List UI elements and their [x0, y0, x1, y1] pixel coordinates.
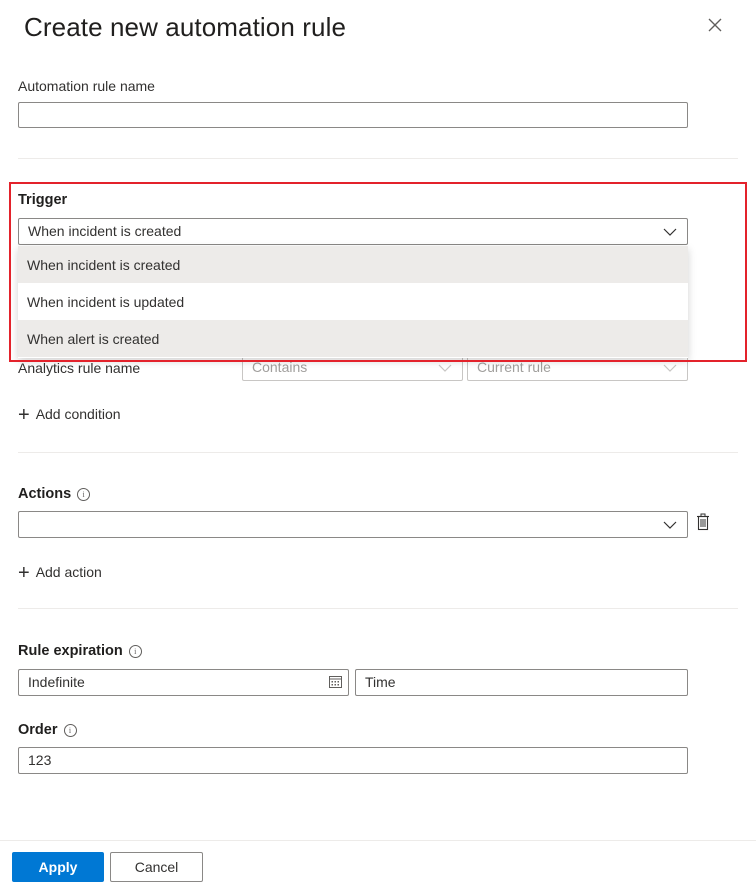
rule-expiration-label	[18, 643, 142, 659]
plus-icon: +	[18, 562, 30, 584]
divider	[18, 452, 738, 453]
trigger-option[interactable]: When incident is updated	[27, 294, 185, 310]
info-icon[interactable]: i	[129, 645, 142, 658]
order-label-text: Order	[18, 722, 58, 738]
rule-name-label: Automation rule name	[18, 78, 155, 94]
plus-icon: +	[18, 404, 30, 426]
highlight-annotation-box	[9, 182, 747, 362]
order-input[interactable]: 123	[18, 747, 688, 774]
delete-icon[interactable]	[695, 513, 711, 531]
condition-field-label: Analytics rule name	[18, 360, 141, 376]
rule-name-input[interactable]	[18, 102, 688, 128]
panel-title: Create new automation rule	[24, 12, 347, 42]
order-label	[18, 722, 77, 738]
expiration-time-placeholder: Time	[365, 674, 396, 690]
condition-operator-value: Contains	[252, 359, 308, 375]
add-condition-button[interactable]	[18, 404, 121, 426]
info-icon[interactable]: i	[77, 488, 90, 501]
add-condition-label: Add condition	[35, 406, 121, 422]
rule-expiration-label-text: Rule expiration	[18, 643, 123, 659]
divider	[18, 158, 738, 159]
expiration-date-value: Indefinite	[28, 674, 85, 690]
trigger-option[interactable]: When alert is created	[18, 320, 688, 357]
expiration-date-picker[interactable]	[18, 669, 349, 696]
actions-dropdown[interactable]	[18, 511, 688, 538]
actions-label-text: Actions	[18, 486, 72, 502]
footer-divider	[0, 840, 756, 841]
apply-button[interactable]: Apply	[12, 852, 104, 882]
trigger-selected-value: When incident is created	[28, 223, 182, 239]
chevron-down-icon	[663, 364, 677, 372]
info-icon[interactable]: i	[64, 724, 77, 737]
expiration-time-input[interactable]	[355, 669, 688, 696]
add-action-label: Add action	[35, 564, 102, 580]
chevron-down-icon	[663, 521, 677, 529]
actions-label	[18, 486, 90, 502]
calendar-icon[interactable]	[329, 676, 342, 688]
trigger-label: Trigger	[18, 192, 68, 208]
divider	[18, 608, 738, 609]
trigger-option[interactable]: When incident is created	[18, 246, 688, 283]
close-icon[interactable]	[700, 10, 730, 40]
add-action-button[interactable]	[18, 562, 102, 584]
chevron-down-icon	[438, 364, 452, 372]
cancel-button[interactable]: Cancel	[110, 852, 203, 882]
condition-value-value: Current rule	[477, 359, 551, 375]
